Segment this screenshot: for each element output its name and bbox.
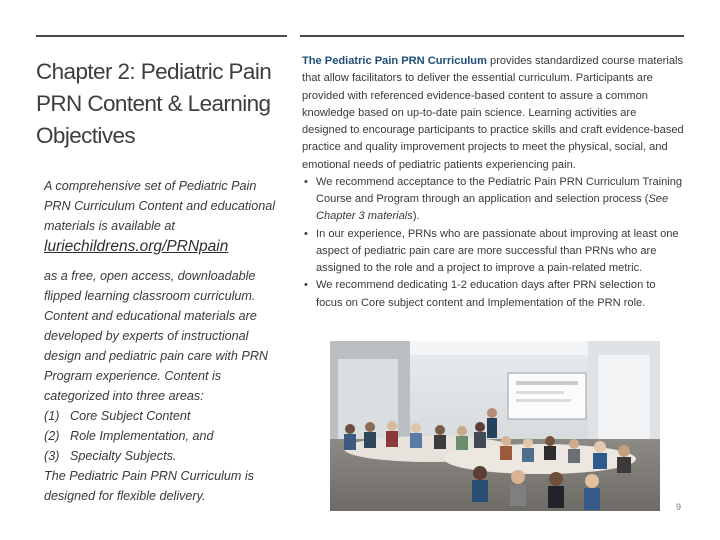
bullet-text: We recommend acceptance to the Pediatric Pain PRN Curriculum Training Course and Program through an application and selection process ( [316,175,683,205]
list-item [302,174,684,226]
bullet-dot-icon: • [304,227,308,240]
left-closing: The Pediatric Pain PRN Curriculum is designed for flexible delivery. [44,469,254,503]
bullet-text: In our experience, PRNs who are passionate about improving at least one aspect of pediatric pain care are more successful than PRNs who are assigned to the role and a project to improve a pain-related metric. [316,227,679,274]
list-item [302,226,684,278]
curriculum-link[interactable]: luriechildrens.org/PRNpain [44,238,229,255]
bullet-emphasis: See Chapter 3 materials [316,193,669,223]
title-divider [36,35,287,37]
area-number: (1) [44,409,60,423]
left-column [44,176,282,506]
list-item [302,277,684,312]
area-item [44,446,282,466]
area-label: Role Implementation, and [70,429,214,443]
area-number: (3) [44,449,60,463]
bullet-text-end: ). [412,210,420,223]
left-intro: A comprehensive set of Pediatric Pain PRN Curriculum Content and educational materials is available at [44,179,276,233]
right-column [302,53,684,312]
classroom-illustration [330,341,660,511]
bullet-dot-icon: • [304,279,308,292]
curriculum-description: provides standardized course materials that allow facilitators to deliver the essential curriculum. Participants are provided with referenced evidence-based content to assure a common knowledge based on up-to-date pain science. Learning activities are designed to encourage participants to practice skills and craft evidence-based practice and quality improvement projects to meet the physical, social, and emotional needs of pediatric patients experiencing pain. [302,55,684,171]
bullet-dot-icon: • [304,175,308,188]
slide-title: Chapter 2: Pediatric Pain PRN Content & Learning Objectives [36,59,272,148]
bullet-text: We recommend dedicating 1-2 education days after PRN selection to focus on Core subject content and Implementation of the PRN role. [316,279,656,309]
area-item [44,406,282,426]
classroom-photo [330,341,660,511]
curriculum-lead: The Pediatric Pain PRN Curriculum [302,55,487,67]
curriculum-paragraph [302,53,684,174]
page-number: 9 [676,502,682,512]
area-number: (2) [44,429,60,443]
content-divider [300,35,684,37]
area-label: Specialty Subjects. [70,449,177,463]
area-label: Core Subject Content [70,409,191,423]
left-description: as a free, open access, downloadable flipped learning classroom curriculum. Content and educational materials are developed by experts of instructional design and pediatric pain care with PRN Program experience. Content is categorized into three areas: [44,269,269,403]
area-item [44,426,282,446]
recommendation-list [302,174,684,312]
